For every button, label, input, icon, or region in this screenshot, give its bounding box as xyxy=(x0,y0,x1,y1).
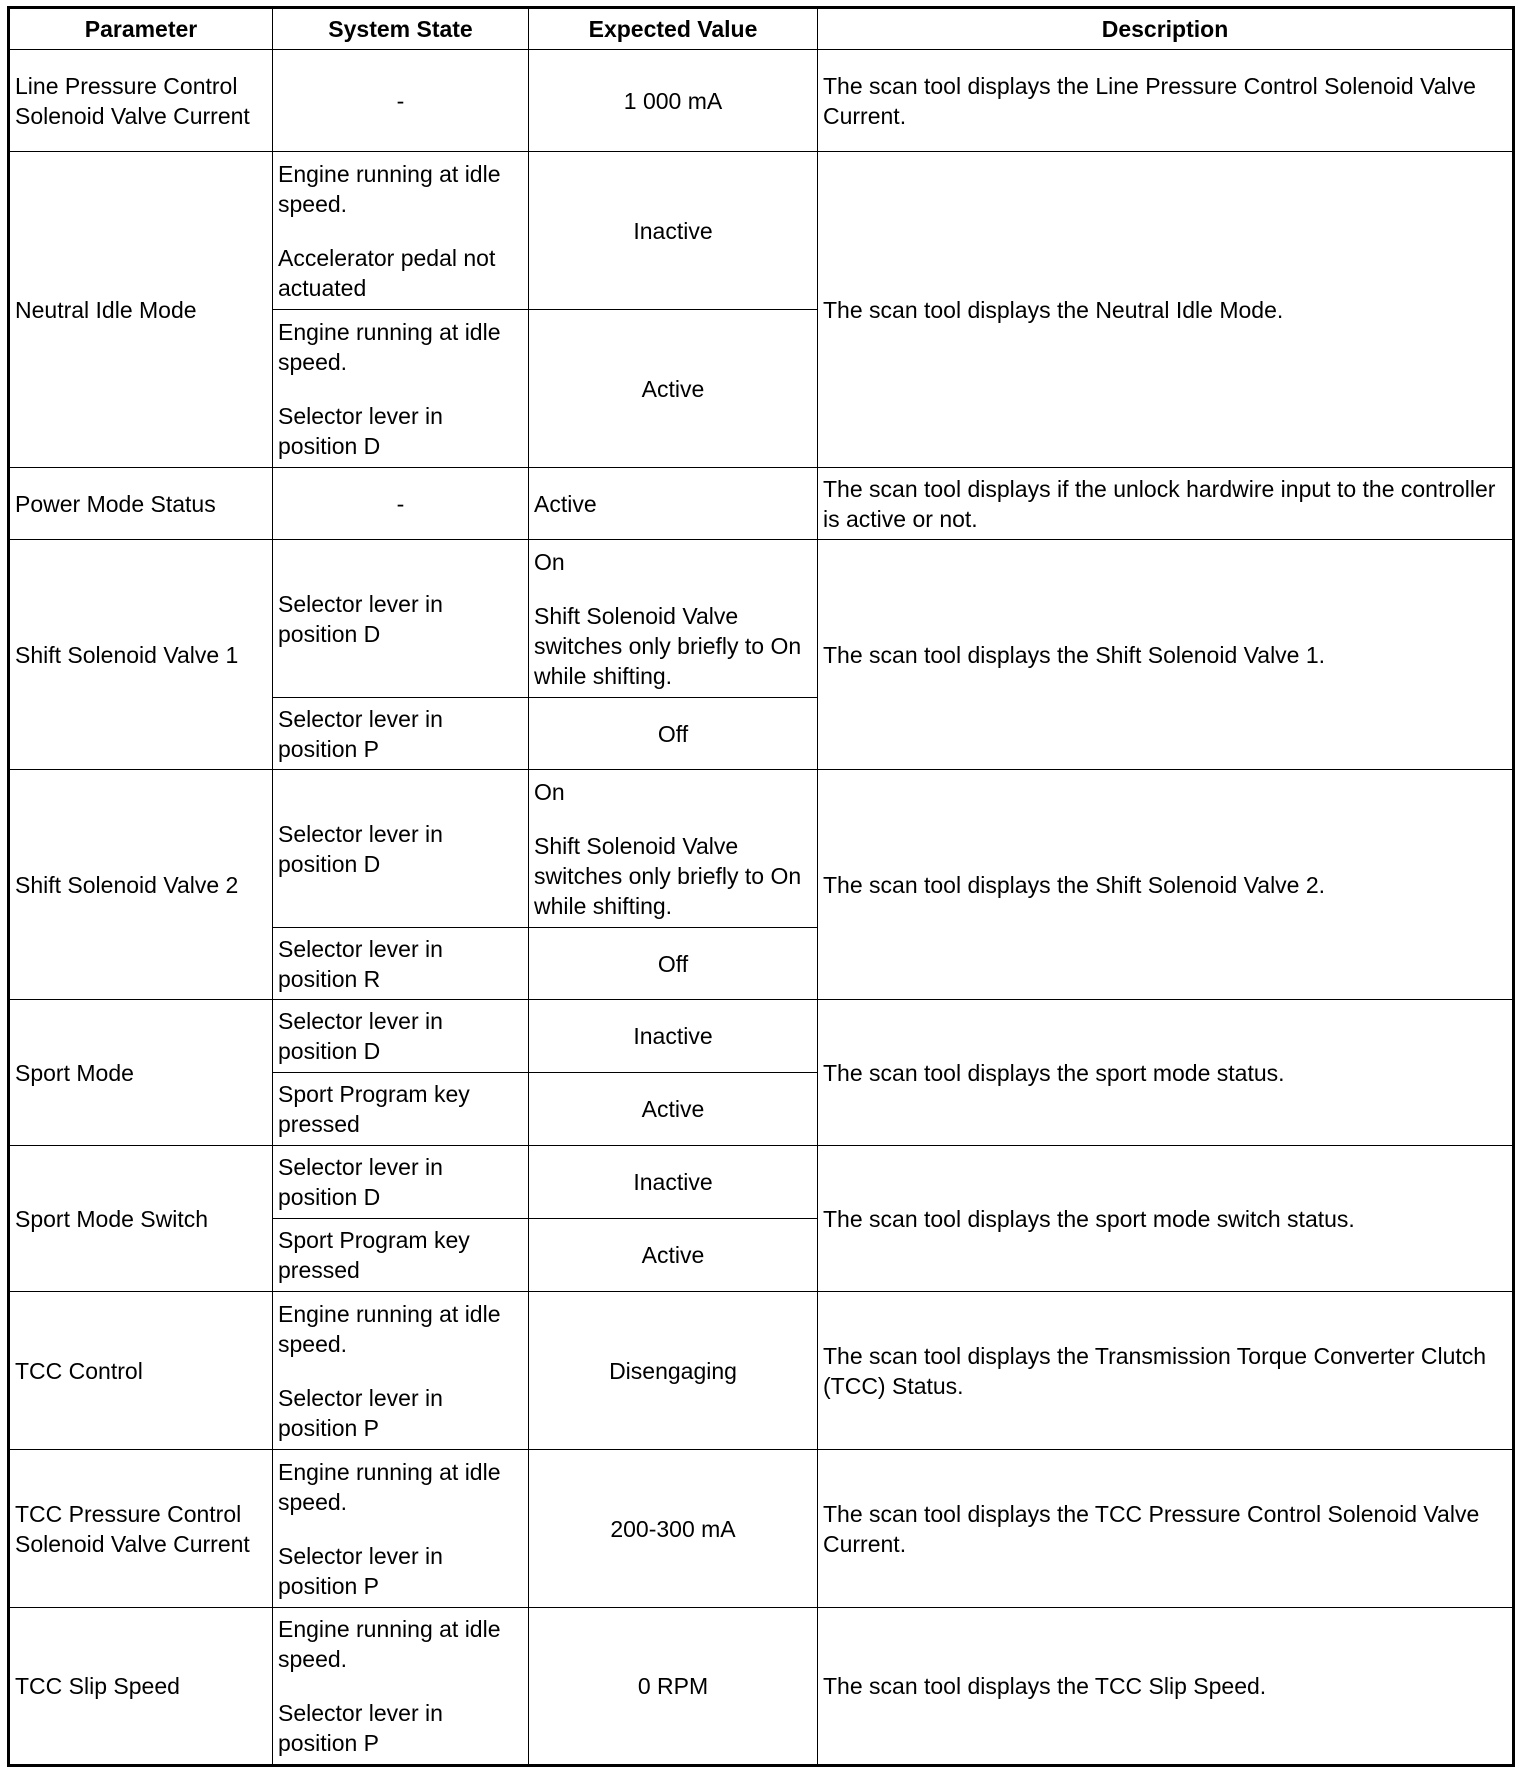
system-state-text: - xyxy=(396,490,405,517)
description-cell: The scan tool displays the Transmission Torque Converter Clutch (TCC) Status. xyxy=(818,1292,1514,1450)
expected-value-text: 0 RPM xyxy=(637,1673,709,1699)
table-body xyxy=(9,50,1514,1766)
expected-value-cell xyxy=(529,1450,818,1608)
expected-value-text: Off xyxy=(657,950,689,977)
header-expected-value: Expected Value xyxy=(529,8,818,50)
expected-value-text: Inactive xyxy=(633,217,713,244)
table-row xyxy=(9,540,1514,698)
system-state-cell xyxy=(273,310,529,468)
parameter-cell: Sport Mode xyxy=(9,1000,273,1146)
expected-value-cell xyxy=(529,1292,818,1450)
parameter-cell: Shift Solenoid Valve 1 xyxy=(9,540,273,770)
description-cell: The scan tool displays the Shift Solenoid Valve 1. xyxy=(818,540,1514,770)
system-state-text: Selector lever in position P xyxy=(278,1384,443,1441)
header-parameter: Parameter xyxy=(9,8,273,50)
expected-value-text: 200-300 mA xyxy=(610,1515,736,1542)
system-state-text: Accelerator pedal not actuated xyxy=(278,244,496,301)
description-cell: The scan tool displays the TCC Slip Speed. xyxy=(818,1608,1514,1766)
system-state-text: Engine running at idle speed. xyxy=(278,1300,501,1357)
table-row xyxy=(9,152,1514,310)
expected-value-cell xyxy=(529,1073,818,1146)
expected-value-cell xyxy=(529,1000,818,1073)
expected-value-text: Shift Solenoid Valve switches only briefly to On while shifting. xyxy=(534,602,802,689)
expected-value-cell xyxy=(529,310,818,468)
parameter-cell: Power Mode Status xyxy=(9,468,273,540)
description-cell: The scan tool displays the sport mode switch status. xyxy=(818,1146,1514,1292)
table-row xyxy=(9,1000,1514,1073)
system-state-cell xyxy=(273,1608,529,1766)
system-state-cell xyxy=(273,50,529,152)
system-state-cell xyxy=(273,770,529,928)
expected-value-text: 1 000 mA xyxy=(623,87,723,114)
system-state-text: Selector lever in position D xyxy=(278,402,443,459)
description-cell: The scan tool displays the TCC Pressure Control Solenoid Valve Current. xyxy=(818,1450,1514,1608)
system-state-text: Engine running at idle speed. xyxy=(278,318,501,375)
parameter-cell: TCC Slip Speed xyxy=(9,1608,273,1766)
system-state-text: Selector lever in position D xyxy=(278,1008,443,1064)
description-cell: The scan tool displays the sport mode status. xyxy=(818,1000,1514,1146)
table-row xyxy=(9,468,1514,540)
system-state-text: Engine running at idle speed. xyxy=(278,1616,501,1672)
parameter-cell: TCC Pressure Control Solenoid Valve Current xyxy=(9,1450,273,1608)
system-state-cell xyxy=(273,1292,529,1450)
table-row xyxy=(9,770,1514,928)
system-state-cell xyxy=(273,152,529,310)
expected-value-cell xyxy=(529,1219,818,1292)
system-state-text: - xyxy=(396,87,405,114)
system-state-cell xyxy=(273,1146,529,1219)
expected-value-text: Shift Solenoid Valve switches only briefly to On while shifting. xyxy=(534,832,802,919)
table-row xyxy=(9,1608,1514,1766)
system-state-text: Selector lever in position D xyxy=(278,590,443,647)
expected-value-text: Disengaging xyxy=(609,1357,737,1384)
system-state-cell xyxy=(273,928,529,1000)
system-state-text: Engine running at idle speed. xyxy=(278,1458,501,1515)
expected-value-text: Active xyxy=(641,1242,705,1268)
expected-value-cell xyxy=(529,1608,818,1766)
description-cell: The scan tool displays the Neutral Idle Mode. xyxy=(818,152,1514,468)
parameter-cell: TCC Control xyxy=(9,1292,273,1450)
system-state-text: Sport Program key pressed xyxy=(278,1081,470,1137)
header-system-state: System State xyxy=(273,8,529,50)
expected-value-text: Inactive xyxy=(633,1023,713,1049)
expected-value-text: On xyxy=(534,548,565,575)
expected-value-text: Active xyxy=(641,375,705,402)
expected-value-cell xyxy=(529,770,818,928)
parameter-cell: Shift Solenoid Valve 2 xyxy=(9,770,273,1000)
table-row xyxy=(9,50,1514,152)
expected-value-cell xyxy=(529,698,818,770)
parameter-cell: Neutral Idle Mode xyxy=(9,152,273,468)
parameter-cell: Line Pressure Control Solenoid Valve Current xyxy=(9,50,273,152)
parameter-table-container xyxy=(7,6,1512,1758)
expected-value-cell xyxy=(529,468,818,540)
header-description: Description xyxy=(818,8,1514,50)
system-state-text: Engine running at idle speed. xyxy=(278,160,501,217)
system-state-text: Selector lever in position D xyxy=(278,820,443,877)
system-state-text: Selector lever in position P xyxy=(278,1700,443,1756)
description-cell: The scan tool displays if the unlock hardwire input to the controller is active or not. xyxy=(818,468,1514,540)
expected-value-text: On xyxy=(534,778,565,805)
parameter-cell: Sport Mode Switch xyxy=(9,1146,273,1292)
description-cell: The scan tool displays the Line Pressure Control Solenoid Valve Current. xyxy=(818,50,1514,152)
system-state-cell xyxy=(273,698,529,770)
system-state-cell xyxy=(273,1450,529,1608)
table-header-row xyxy=(9,8,1514,50)
system-state-text: Selector lever in position D xyxy=(278,1154,443,1210)
system-state-text: Selector lever in position P xyxy=(278,705,443,762)
system-state-cell xyxy=(273,1073,529,1146)
expected-value-cell xyxy=(529,152,818,310)
expected-value-cell xyxy=(529,50,818,152)
description-cell: The scan tool displays the Shift Solenoid Valve 2. xyxy=(818,770,1514,1000)
table-row xyxy=(9,1146,1514,1219)
expected-value-text: Active xyxy=(641,1096,705,1122)
table-row xyxy=(9,1450,1514,1608)
system-state-text: Sport Program key pressed xyxy=(278,1227,470,1283)
system-state-text: Selector lever in position R xyxy=(278,935,443,992)
system-state-cell xyxy=(273,1000,529,1073)
parameter-table xyxy=(7,6,1515,1767)
expected-value-text: Off xyxy=(657,720,689,747)
expected-value-text: Active xyxy=(534,490,597,517)
system-state-cell xyxy=(273,468,529,540)
expected-value-cell xyxy=(529,540,818,698)
table-row xyxy=(9,1292,1514,1450)
system-state-cell xyxy=(273,540,529,698)
expected-value-cell xyxy=(529,1146,818,1219)
expected-value-cell xyxy=(529,928,818,1000)
system-state-text: Selector lever in position P xyxy=(278,1542,443,1599)
system-state-cell xyxy=(273,1219,529,1292)
expected-value-text: Inactive xyxy=(633,1169,713,1195)
